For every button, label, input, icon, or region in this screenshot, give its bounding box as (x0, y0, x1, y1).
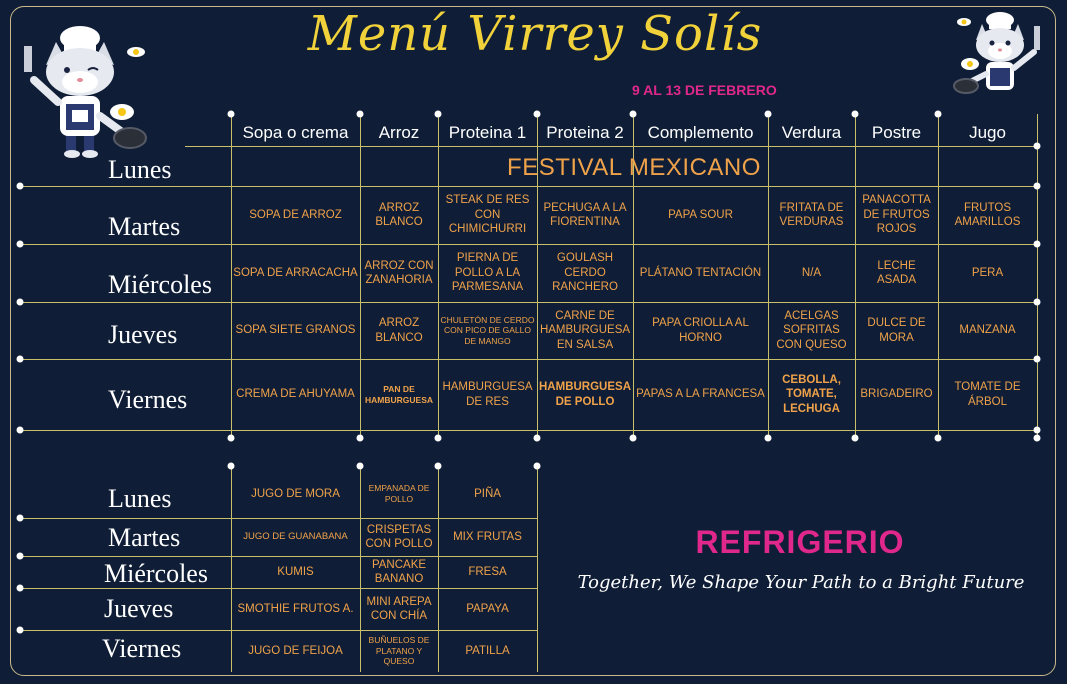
column-line (1037, 114, 1038, 438)
column-header: Arroz (378, 123, 420, 142)
refrigerio-day-label: Jueves (104, 594, 174, 623)
refrigerio-item: FRESA (468, 565, 507, 578)
menu-item: PAPAS A LA FRANCESA (636, 388, 765, 401)
refrigerio-item: PANCAKE BANANO (371, 558, 427, 585)
grid-dot (630, 111, 637, 118)
refrigerio-item: JUGO DE GUANABANA (243, 531, 348, 543)
refrigerio-item: PATILLA (465, 644, 510, 657)
refrigerio-item: EMPANADA DE POLLO (368, 483, 430, 504)
menu-item: FRUTOS AMARILLOS (954, 201, 1021, 228)
menu-item: PECHUGA A LA FIORENTINA (543, 201, 627, 228)
tagline: Together, We Shape Your Path to a Bright Future (577, 572, 1025, 593)
grid-dot (17, 585, 24, 592)
grid-dot (17, 299, 24, 306)
row-line (20, 430, 1037, 431)
menu-item: PAN DE HAMBURGUESA (365, 383, 433, 405)
grid-dot (228, 463, 235, 470)
refrigerio-item: KUMIS (277, 565, 314, 578)
menu-item: HAMBURGUESA DE POLLO (539, 381, 631, 408)
menu-item: ARROZ BLANCO (375, 201, 423, 228)
day-label: Martes (108, 212, 181, 241)
menu-item: PAPA CRIOLLA AL HORNO (652, 317, 749, 344)
menu-item: PAPA SOUR (668, 208, 733, 221)
refrigerio-day-label: Miércoles (104, 559, 208, 588)
menu-item: PLÁTANO TENTACIÓN (639, 266, 762, 279)
menu-item: PIERNA DE POLLO A LA PARMESANA (451, 252, 524, 294)
grid-dot (1034, 435, 1041, 442)
menu-item: FRITATA DE VERDURAS (779, 201, 844, 228)
grid-dot (357, 111, 364, 118)
menu-item: CHULETÓN DE CERDO CON PICO DE GALLO DE MANGO (440, 314, 535, 346)
menu-item: ARROZ BLANCO (375, 317, 423, 344)
column-header: Postre (871, 123, 922, 142)
grid-dot (17, 553, 24, 560)
grid-dot (1034, 143, 1041, 150)
menu-item: CARNE DE HAMBURGUESA EN SALSA (539, 309, 631, 351)
refrigerio-item: JUGO DE MORA (251, 487, 340, 500)
menu-item: DULCE DE MORA (867, 317, 926, 344)
chef-wolf-mascot-left-icon (18, 20, 153, 170)
menu-item: BRIGADEIRO (860, 388, 933, 401)
grid-dot (435, 463, 442, 470)
refrigerio-item: JUGO DE FEIJOA (248, 644, 343, 657)
refrigerio-item: CRISPETAS CON POLLO (365, 523, 433, 550)
column-header: Sopa o crema (242, 123, 349, 142)
day-label: Lunes (108, 155, 172, 184)
menu-item: SOPA DE ARRACACHA (233, 266, 358, 279)
grid-dot (17, 627, 24, 634)
menu-dates: 9 AL 13 DE FEBRERO (632, 82, 777, 98)
menu-item: CEBOLLA, TOMATE, LECHUGA (782, 373, 841, 415)
refrigerio-item: PAPAYA (466, 602, 509, 615)
refrigerio-day-label: Viernes (102, 634, 182, 663)
grid-dot (765, 111, 772, 118)
menu-item: TOMATE DE ÁRBOL (954, 381, 1021, 408)
menu-item: N/A (801, 266, 822, 279)
menu-item: PANACOTTA DE FRUTOS ROJOS (862, 194, 931, 236)
refrigerio-column-line (537, 466, 538, 672)
refrigerio-day-label: Lunes (108, 484, 172, 513)
day-label: Miércoles (108, 270, 212, 299)
grid-dot (17, 515, 24, 522)
day-label: Viernes (108, 385, 188, 414)
menu-item: CREMA DE AHUYAMA (236, 388, 355, 401)
grid-dot (357, 435, 364, 442)
grid-dot (534, 435, 541, 442)
grid-dot (630, 435, 637, 442)
grid-dot (357, 463, 364, 470)
refrigerio-item: PIÑA (474, 487, 501, 500)
menu-item: GOULASH CERDO RANCHERO (552, 252, 618, 294)
grid-dot (935, 111, 942, 118)
day-label: Jueves (108, 320, 178, 349)
grid-dot (228, 111, 235, 118)
menu-item: STEAK DE RES CON CHIMICHURRI (445, 194, 530, 236)
menu-item: LECHE ASADA (877, 259, 916, 286)
chef-wolf-mascot-right-icon (952, 8, 1052, 108)
menu-title: Menú Virrey Solís (307, 6, 763, 62)
menu-item: MANZANA (959, 324, 1016, 337)
grid-dot (435, 111, 442, 118)
menu-item: SOPA SIETE GRANOS (235, 324, 356, 337)
grid-dot (534, 111, 541, 118)
refrigerio-item: BUÑUELOS DE PLATANO Y QUESO (368, 635, 430, 667)
column-header: Verdura (781, 123, 842, 142)
festival-banner: FESTIVAL MEXICANO (507, 154, 761, 181)
grid-dot (17, 241, 24, 248)
column-header: Proteina 2 (546, 123, 624, 142)
menu-item: PERA (971, 266, 1004, 279)
refrigerio-item: SMOTHIE FRUTOS A. (237, 602, 354, 615)
refrigerio-item: MINI AREPA CON CHÍA (366, 595, 432, 622)
grid-dot (228, 435, 235, 442)
grid-dot (17, 183, 24, 190)
refrigerio-day-label: Martes (108, 523, 181, 552)
grid-dot (852, 111, 859, 118)
column-header: Jugo (969, 123, 1006, 142)
grid-dot (852, 435, 859, 442)
menu-item: ACELGAS SOFRITAS CON QUESO (776, 309, 847, 351)
refrigerio-title: REFRIGERIO (695, 524, 905, 560)
menu-item: ARROZ CON ZANAHORIA (364, 259, 434, 286)
column-header: Complemento (647, 123, 754, 142)
menu-item: HAMBURGUESA DE RES (442, 381, 533, 408)
header-line (185, 146, 1037, 147)
grid-dot (534, 463, 541, 470)
grid-dot (17, 427, 24, 434)
grid-dot (765, 435, 772, 442)
grid-dot (435, 435, 442, 442)
grid-dot (17, 356, 24, 363)
refrigerio-item: MIX FRUTAS (453, 530, 522, 543)
column-header: Proteina 1 (448, 123, 527, 142)
menu-item: SOPA DE ARROZ (249, 208, 342, 221)
grid-dot (935, 435, 942, 442)
